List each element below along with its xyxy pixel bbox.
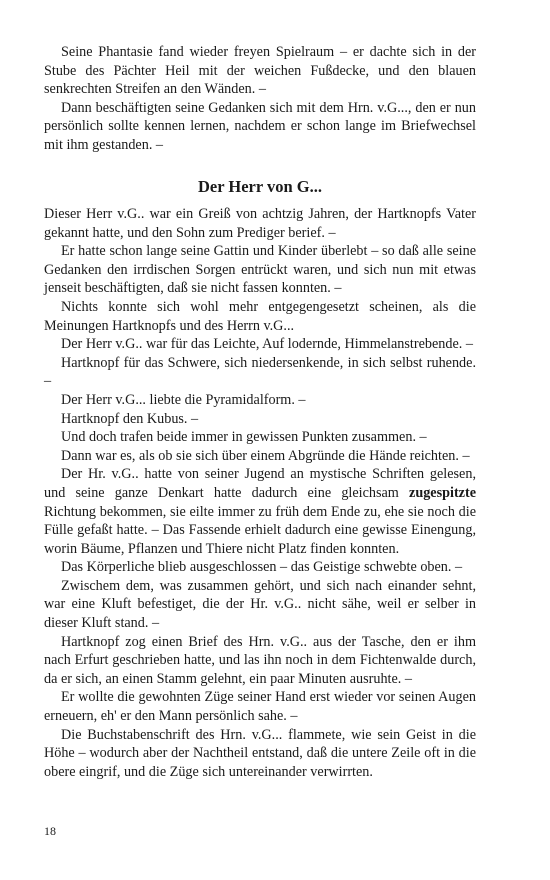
paragraph: Dieser Herr v.G.. war ein Greiß von achtzig Jahren, der Hartknopfs Vater gekannt hatte, und den Sohn zum Prediger berief. – [44,206,476,241]
paragraph: Hartknopf zog einen Brief des Hrn. v.G.. aus der Tasche, den er ihm nach Erfurt geschrieben hatte, und las ihn noch in dem Fichtenwalde durch, da er sich, an einen Stamm gelehnt, ein paar Minuten ausruhte. – [44,633,476,687]
paragraph: Er hatte schon lange seine Gattin und Kinder überlebt – so daß alle seine Gedanken den irrdischen Sorgen entrückt waren, und sich nun mit etwas jenseit beschäftigten, daß sie nicht fassen konnten. – [44,243,476,297]
paragraph: Der Herr v.G... liebte die Pyramidalform. – [61,391,306,408]
paragraph: Dann beschäftigten seine Gedanken sich mit dem Hrn. v.G..., den er nun persönlich sollte kennen lernen, nachdem er schon lange im Briefwechsel mit ihm gestanden. – [44,99,476,153]
chapter-heading: Der Herr von G... [197,177,323,196]
paragraph: Dann war es, als ob sie sich über einem Abgründe die Hände reichten. – [61,447,470,464]
paragraph: Und doch trafen beide immer in gewissen Punkten zusammen. – [61,429,427,446]
paragraph: Er wollte die gewohnten Züge seiner Hand erst wieder vor seinen Augen erneuern, eh' er den Mann persönlich sahe. – [44,689,476,725]
paragraph: Nichts konnte sich wohl mehr entgegengesetzt scheinen, als die Meinungen Hartknopfs und des Herrn v.G... [44,298,476,334]
emphasized-word: zugespitzte [409,484,476,501]
paragraph-text: Der Hr. v.G.. hatte von seiner Jugend an mystische Schriften gelesen, und seine ganze Denkart hatte dadurch eine gleichsam [44,466,476,501]
paragraph: Hartknopf für das Schwere, sich niedersenkende, in sich selbst ruhende. – [44,354,476,390]
paragraph: Seine Phantasie fand wieder freyen Spielraum – er dachte sich in der Stube des Pächter Heil mit der weichen Fußdecke, und den blauen senkrechten Streifen an den Wänden. – [44,44,476,98]
paragraph-with-emphasis [44,465,476,558]
page-number: 18 [44,824,56,838]
paragraph: Das Körperliche blieb ausgeschlossen – das Geistige schwebte oben. – [61,559,463,576]
paragraph-text: Richtung bekommen, sie eilte immer zu früh dem Ende zu, ehe sie noch die Fülle gefaßt hatte. – Das Fassende erhielt dadurch eine gewisse Einengung, worin Bäume, Pflanzen und Thiere nicht Platz finden konnten. [44,503,476,557]
paragraph: Hartknopf den Kubus. – [61,410,199,427]
intro-text [44,43,476,155]
paragraph: Der Herr v.G.. war für das Leichte, Auf lodernde, Himmelanstrebende. – [61,336,473,353]
paragraph: Die Buchstabenschrift des Hrn. v.G... flammete, wie sein Geist in die Höhe – wodurch aber der Nachtheil entstand, daß die untere Zeile oft in die obere eingrif, und die Züge sich untereinander verwirrten. [44,726,476,780]
chapter-text [44,205,476,781]
paragraph: Zwischem dem, was zusammen gehört, und sich nach einander sehnt, war eine Kluft befestiget, die der Hr. v.G.. nicht sähe, weil er selber in dieser Kluft stand. – [44,577,476,632]
